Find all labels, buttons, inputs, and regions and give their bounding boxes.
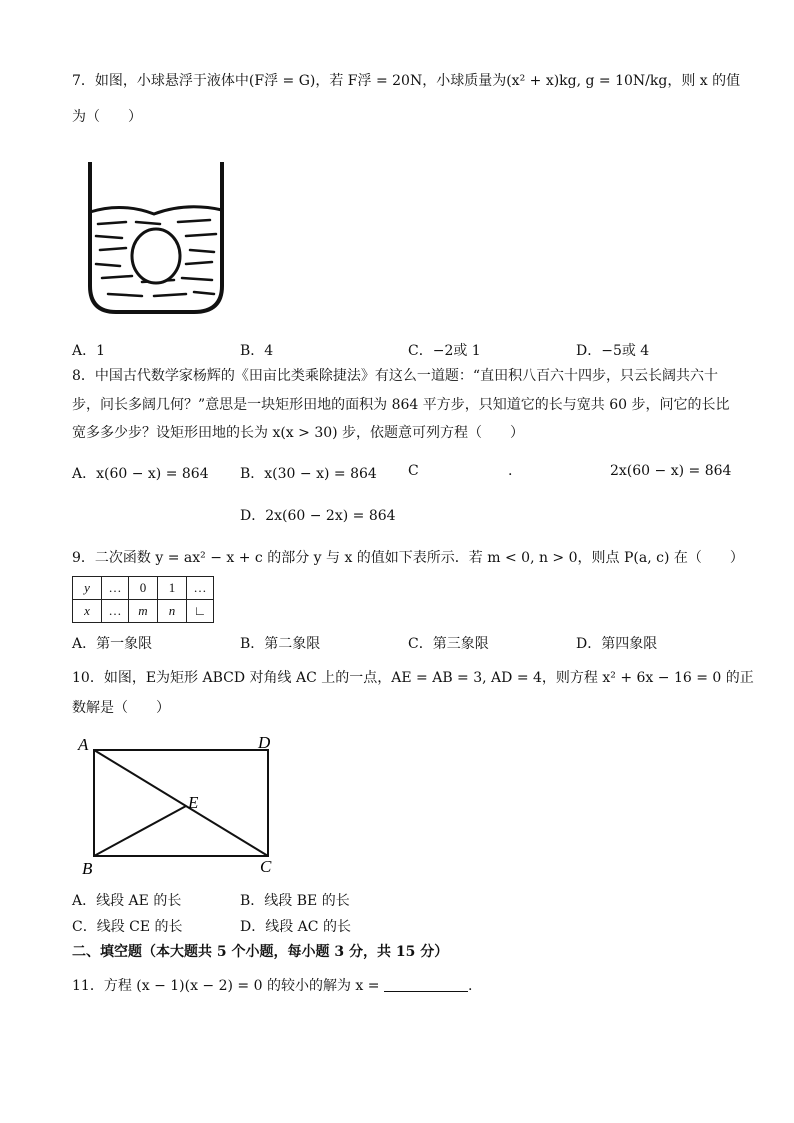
table-cell: 0 [129,577,158,600]
q11-prefix: 11．方程 (x − 1)(x − 2) = 0 的较小的解为 x = [72,978,380,994]
q9-value-table [72,576,214,623]
q8-option-c-letter: C [408,463,419,479]
q9-option-c: C．第三象限 [408,636,489,652]
table-cell: y [73,577,102,600]
vertex-d-label: D [258,733,271,752]
section-title: 二、填空题（本大题共 5 个小题，每小题 3 分，共 15 分） [72,944,449,960]
q10-option-a: A．线段 AE 的长 [72,893,182,909]
segment-be [94,806,186,856]
table-cell: x [73,600,102,623]
table-cell: … [187,577,214,600]
q8-option-c-dot: . [508,463,513,479]
q9-option-d: D．第四象限 [576,636,658,652]
table-cell: 1 [158,577,187,600]
q8-option-d: D．2x(60 − 2x) = 864 [240,508,396,524]
q9-stem: 9．二次函数 y = ax² − x + c 的部分 y 与 x 的值如下表所示．若 m < 0, n > 0，则点 P(a, c) 在（ ） [72,550,744,566]
q8-stem-line3: 宽多多少步？设矩形田地的长为 x(x > 30) 步，依题意可列方程（ ） [72,425,525,441]
diagonal-ac [94,750,268,856]
q11-suffix: . [467,978,473,994]
table-row-y [73,577,214,600]
table-cell: … [102,577,129,600]
q7-stem-line1: 7．如图，小球悬浮于液体中(F浮 = G)，若 F浮 = 20N，小球质量为(x² + x)kg, g = 10N/kg，则 x 的值 [72,73,741,89]
ball-icon [132,229,180,283]
q8-option-a: A．x(60 − x) = 864 [72,466,209,482]
table-cell: m [129,600,158,623]
q10-stem-line1: 10．如图，E为矩形 ABCD 对角线 AC 上的一点，AE = AB = 3, AD = 4，则方程 x² + 6x − 16 = 0 的正 [72,670,754,686]
q7-option-c: C．−2或 1 [408,343,481,359]
q10-option-b: B．线段 BE 的长 [240,893,350,909]
q7-option-a: A．1 [72,343,106,359]
table-cell: n [158,600,187,623]
q9-option-b: B．第二象限 [240,636,321,652]
table-cell: … [102,600,129,623]
q8-option-b: B．x(30 − x) = 864 [240,466,377,482]
q7-stem-line2: 为（ ） [72,109,142,125]
q7-beaker-figure [82,158,232,318]
q7-option-b: B．4 [240,343,274,359]
q8-stem-line2: 步，问长多阔几何？”意思是一块矩形田地的面积为 864 平方步，只知道它的长与宽共 60 步，问它的长比 [72,397,730,413]
q10-option-c: C．线段 CE 的长 [72,919,183,935]
q10-stem-line2: 数解是（ ） [72,700,170,716]
vertex-c-label: C [260,857,272,876]
q10-option-d: D．线段 AC 的长 [240,919,351,935]
table-row-x [73,600,214,623]
q7-option-d: D．−5或 4 [576,343,650,359]
answer-blank[interactable] [384,977,468,992]
point-e-label: E [188,793,199,812]
q8-stem-line1: 8．中国古代数学家杨辉的《田亩比类乘除捷法》有这么一道题：“直田积八百六十四步，只云长阔共六十 [72,368,719,384]
vertex-a-label: A [78,735,89,754]
table-cell: ∟ [187,600,214,623]
q11-stem [72,975,472,995]
vertex-b-label: B [82,859,93,878]
q10-rectangle-figure [76,732,286,880]
q8-option-c-equation: 2x(60 − x) = 864 [610,463,732,479]
q9-option-a: A．第一象限 [72,636,153,652]
